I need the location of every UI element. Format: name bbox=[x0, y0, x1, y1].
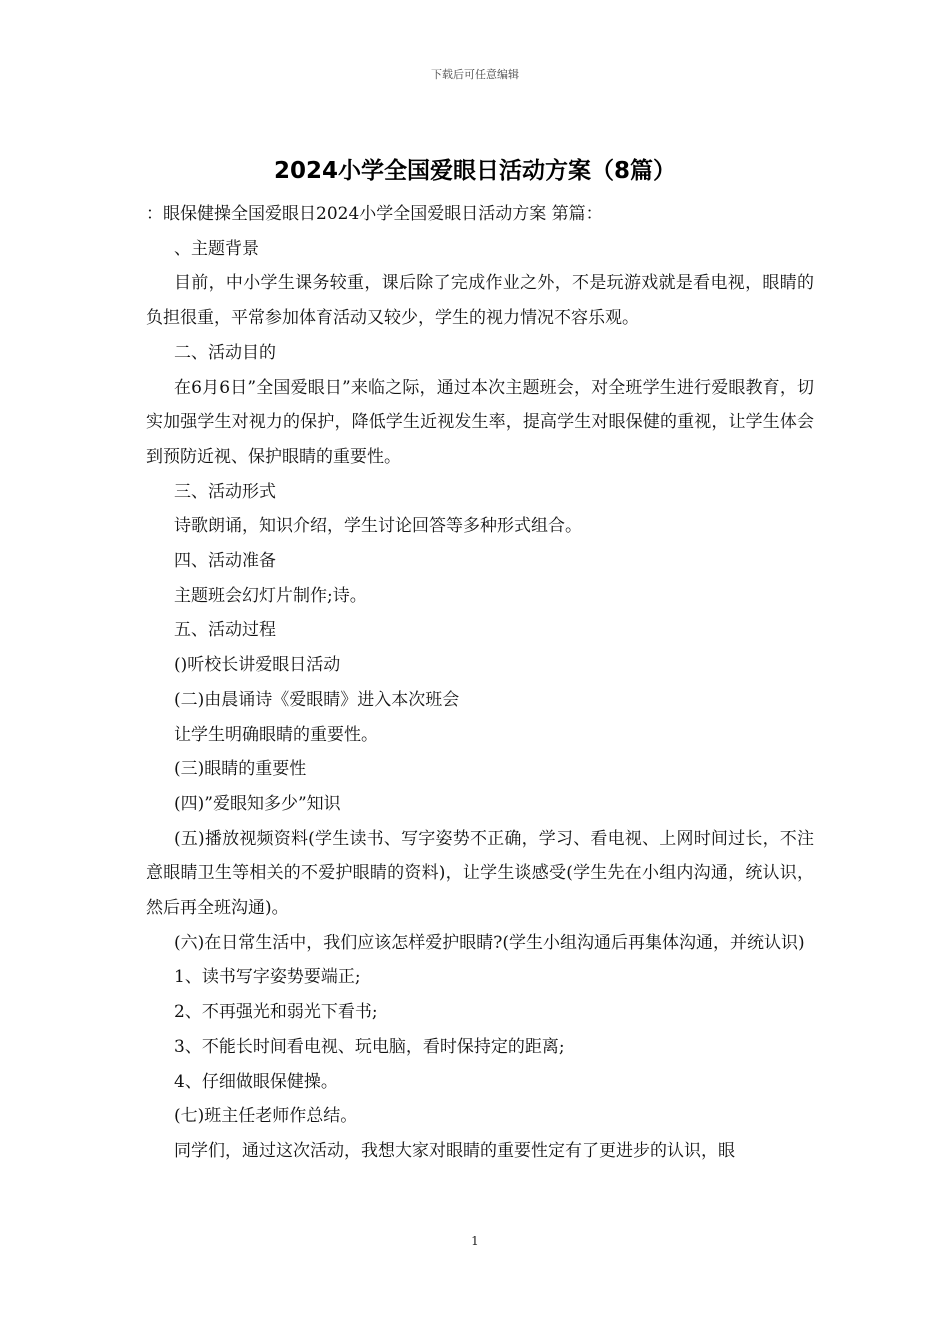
heading-form: 三、活动形式 bbox=[174, 481, 276, 502]
process-step-2: (二)由晨诵诗《爱眼睛》进入本次班会 bbox=[174, 689, 460, 710]
list-item-3: 3、不能长时间看电视、玩电脑，看时保持定的距离; bbox=[174, 1036, 565, 1057]
process-step-2-detail: 让学生明确眼睛的重要性。 bbox=[174, 724, 378, 745]
document-title: 2024小学全国爱眼日活动方案（8篇） bbox=[273, 158, 677, 184]
heading-purpose: 二、活动目的 bbox=[174, 342, 276, 363]
paragraph-subtitle: ：眼保健操全国爱眼日2024小学全国爱眼日活动方案 第篇： bbox=[146, 204, 603, 224]
heading-process: 五、活动过程 bbox=[174, 620, 276, 641]
paragraph-background: 目前，中小学生课务较重，课后除了完成作业之外，不是玩游戏就是看电视，眼睛的负担很重，平常参加体育活动又较少，学生的视力情况不容乐观。 bbox=[146, 273, 814, 329]
process-step-5: (五)播放视频资料(学生读书、写字姿势不正确，学习、看电视、上网时间过长，不注意眼睛卫生等相关的不爱护眼睛的资料)，让学生谈感受(学生先在小组内沟通，统认识，然后再全班沟通)。 bbox=[146, 828, 814, 919]
paragraph-purpose: 在6月6日”全国爱眼日”来临之际，通过本次主题班会，对全班学生进行爱眼教育，切实加强学生对视力的保护，降低学生近视发生率，提高学生对眼保健的重视，让学生体会到预防近视、保护眼睛的重要性。 bbox=[146, 377, 814, 467]
process-step-3: (三)眼睛的重要性 bbox=[174, 759, 307, 780]
heading-background: 、主题背景 bbox=[174, 238, 259, 259]
paragraph-summary: 同学们，通过这次活动，我想大家对眼睛的重要性定有了更进步的认识，眼 bbox=[174, 1140, 735, 1161]
paragraph-form: 诗歌朗诵，知识介绍，学生讨论回答等多种形式组合。 bbox=[174, 516, 582, 537]
list-item-4: 4、仔细做眼保健操。 bbox=[174, 1071, 338, 1092]
process-step-1: ()听校长讲爱眼日活动 bbox=[174, 655, 341, 676]
list-item-1: 1、读书写字姿势要端正; bbox=[174, 967, 361, 988]
process-step-7: (七)班主任老师作总结。 bbox=[174, 1106, 358, 1127]
process-step-6: (六)在日常生活中，我们应该怎样爱护眼睛?(学生小组沟通后再集体沟通，并统认识) bbox=[174, 932, 805, 953]
document-body bbox=[146, 197, 814, 1169]
list-item-2: 2、不再强光和弱光下看书; bbox=[174, 1002, 378, 1023]
page-header: 下载后可任意编辑 bbox=[431, 68, 519, 81]
heading-preparation: 四、活动准备 bbox=[174, 551, 276, 572]
process-step-4: (四)”爱眼知多少”知识 bbox=[174, 793, 341, 814]
page-number: 1 bbox=[471, 1234, 479, 1248]
paragraph-preparation: 主题班会幻灯片制作;诗。 bbox=[174, 585, 367, 606]
